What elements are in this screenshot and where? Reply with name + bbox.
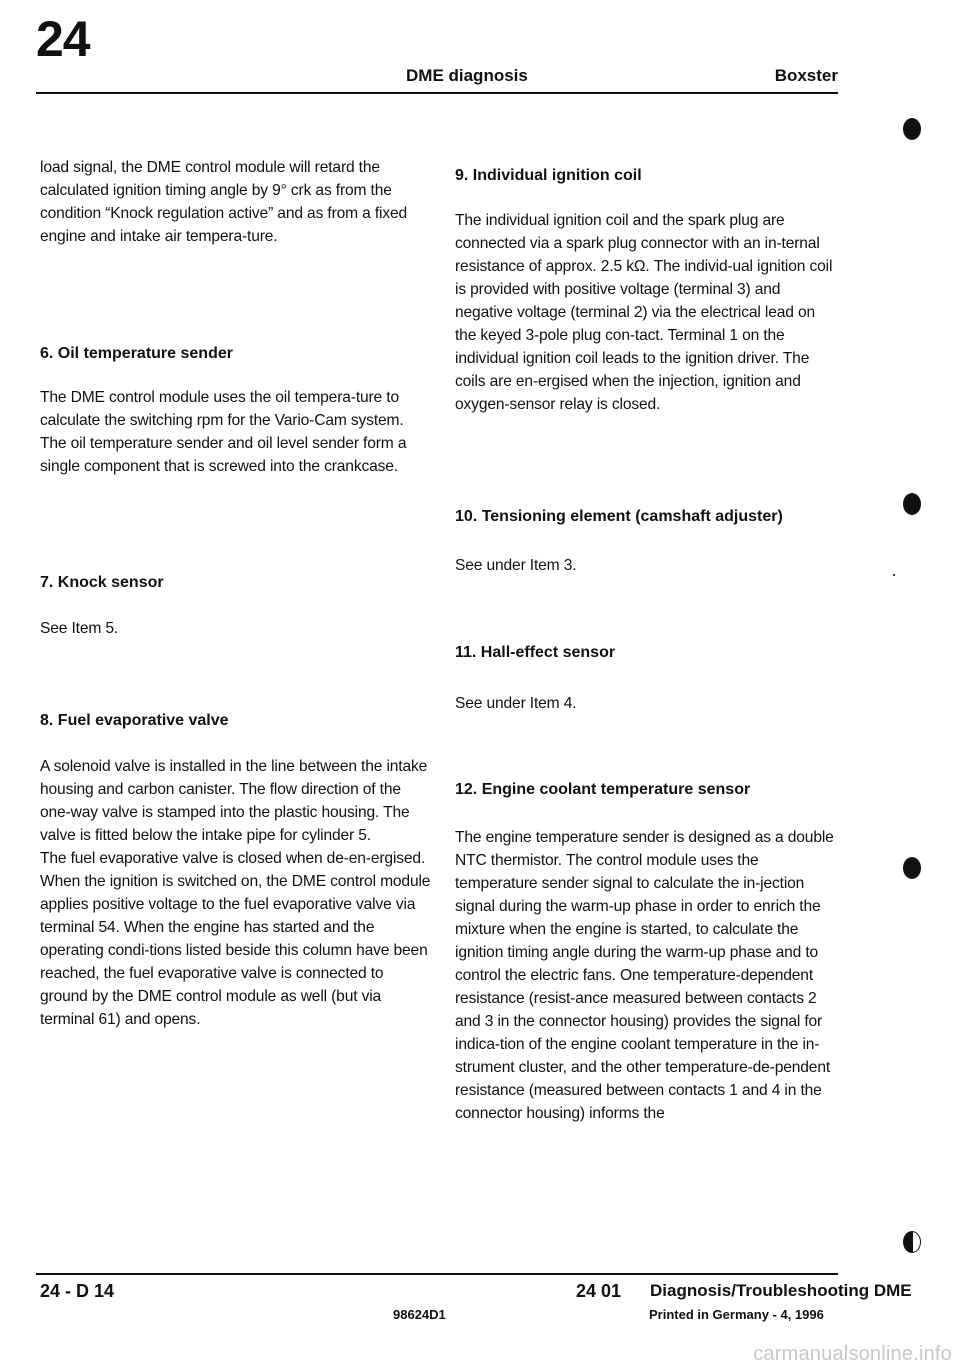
section-9-body: The individual ignition coil and the spark plug are connected via a spark plug connector with an in-ternal resistance of approx. 2.5 kΩ. The individ-ual ignition coil is provided with positive voltage (terminal 3) and negative voltage (terminal 2) via the electrical lead on the keyed 3-pole plug con-tact. Terminal 1 on the individual ignition coil leads to the ignition driver. The coils are en-ergised when the injection, ignition and oxygen-sensor relay is closed. xyxy=(455,212,833,413)
model-name: Boxster xyxy=(774,66,838,85)
print-info: Printed in Germany - 4, 1996 xyxy=(649,1307,824,1322)
document-code: 98624D1 xyxy=(393,1307,446,1322)
margin-mark-half-dot xyxy=(903,1231,921,1253)
margin-mark-dot xyxy=(903,118,921,140)
footer-topic: Diagnosis/Troubleshooting DME xyxy=(650,1281,912,1300)
section-7-body: See Item 5. xyxy=(40,620,119,637)
section-12-body: The engine temperature sender is designed as a double NTC thermistor. The control module uses the temperature sender signal to calculate the in-jection signal during the warm-up phase in order to enrich the mixture when the engine is started, to calculate the ignition timing angle during the warm-up phase and to control the electric fans. One temperature-dependent resistance (resist-ance measured between contacts 2 and 3 in the connector housing) provides the signal for indica-tion of the engine coolant temperature in the in-strument cluster, and the other temperature-de-pendent resistance (measured between contacts 1 and 4 in the connector housing) informs the xyxy=(455,829,834,1122)
header-rule xyxy=(36,92,838,94)
section-11-body: See under Item 4. xyxy=(455,695,577,712)
section-6-heading: 6. Oil temperature sender xyxy=(40,345,233,362)
page-number: 24 - D 14 xyxy=(40,1281,115,1301)
section-12-heading: 12. Engine coolant temperature sensor xyxy=(455,781,751,798)
section-10-heading: 10. Tensioning element (camshaft adjuster) xyxy=(455,508,783,525)
section-6-body: The DME control module uses the oil tempera-ture to calculate the switching rpm for the Vario-Cam system. The oil temperature sender and oil level sender form a single component that is screwed into the crankcase. xyxy=(40,389,407,475)
footer-rule xyxy=(36,1273,838,1275)
watermark: carmanualsonline.info xyxy=(753,1343,952,1365)
intro-paragraph: load signal, the DME control module will retard the calculated ignition timing angle by 9° crk as from the condition “Knock regulation active” and as from a fixed engine and intake air tempera-ture. xyxy=(40,159,408,245)
section-7-heading: 7. Knock sensor xyxy=(40,574,164,591)
section-8-heading: 8. Fuel evaporative valve xyxy=(40,712,229,729)
margin-mark-dot xyxy=(903,493,921,515)
margin-mark-dot xyxy=(903,857,921,879)
section-11-heading: 11. Hall-effect sensor xyxy=(455,644,616,661)
chapter-number: 24 xyxy=(36,11,90,67)
group-number: 24 01 xyxy=(576,1281,622,1301)
section-8-paragraph-1: A solenoid valve is installed in the line between the intake housing and carbon canister. The flow direction of the one-way valve is stamped into the plastic housing. The valve is fitted below the intake pipe for cylinder 5. xyxy=(40,758,428,844)
section-9-heading: 9. Individual ignition coil xyxy=(455,167,642,184)
section-10-body: See under Item 3. xyxy=(455,557,577,574)
section-8-paragraph-2: The fuel evaporative valve is closed when de-en-ergised. When the ignition is switched on, the DME control module applies positive voltage to the fuel evaporative valve via terminal 54. When the engine has started and the operating condi-tions listed beside this column have been reached, the fuel evaporative valve is connected to ground by the DME control module as well (but via terminal 61) and opens. xyxy=(40,850,431,1028)
running-title: DME diagnosis xyxy=(406,66,528,85)
section-8-body xyxy=(40,755,432,1031)
scan-speck xyxy=(893,574,895,576)
